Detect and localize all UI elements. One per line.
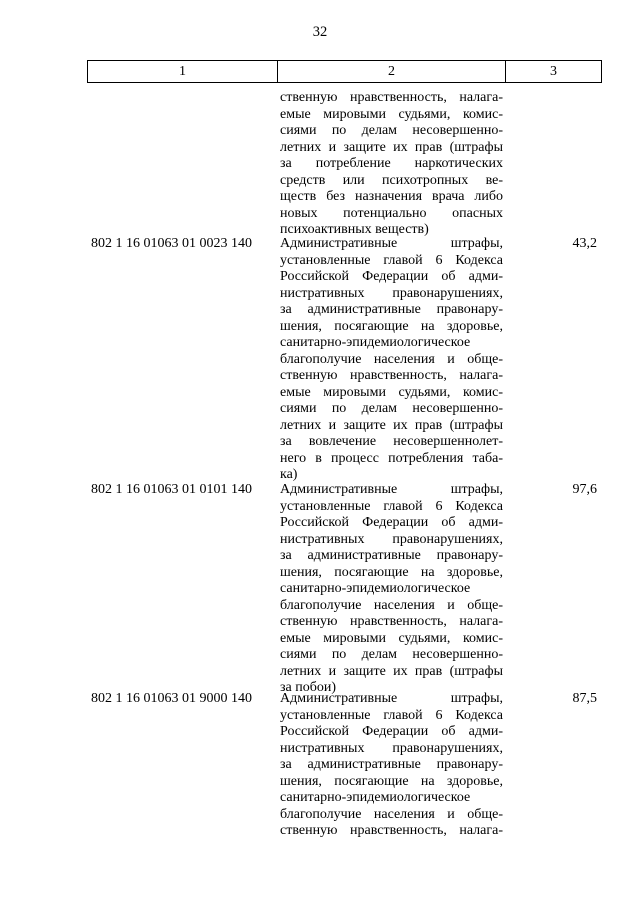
description-line: летних и защите их прав (штрафы — [280, 663, 503, 679]
description-line: средств или психотропных ве- — [280, 172, 503, 188]
description-line: установленные главой 6 Кодекса — [280, 707, 503, 723]
description-line: за административные правонару- — [280, 548, 503, 563]
description-line: благополучие населения и обще- — [280, 597, 503, 613]
description-line: психоактивных веществ) — [280, 222, 429, 237]
description-line: санитарно-эпидемиологическое — [280, 790, 471, 805]
description-line: нистративных правонарушениях, — [280, 740, 503, 756]
description-line: емые мировыми судьями, комис- — [280, 630, 503, 646]
description-line: ственную нравственность, налага- — [280, 823, 503, 838]
description-line: летних и защите их прав (штрафы — [280, 139, 503, 155]
amount-value: 43,2 — [572, 236, 597, 251]
description-line: установленные главой 6 Кодекса — [280, 252, 503, 268]
description-line: нистративных правонарушениях, — [280, 285, 503, 301]
description-line: сиями по делам несовершенно- — [280, 123, 503, 138]
description-line: Российской Федерации об адми- — [280, 515, 503, 530]
budget-code: 802 1 16 01063 01 9000 140 — [91, 691, 252, 706]
description-line: Российской Федерации об адми- — [280, 269, 503, 284]
column-header-2: 2 — [278, 61, 506, 83]
description-line: за побои) — [280, 680, 337, 695]
description-line: емые мировыми судьями, комис- — [280, 384, 503, 400]
column-header-3: 3 — [506, 61, 602, 83]
description-line: летних и защите их прав (штрафы — [280, 417, 503, 433]
amount-value: 87,5 — [572, 691, 597, 706]
description-line: шения, посягающие на здоровье, — [280, 564, 503, 580]
budget-code: 802 1 16 01063 01 0023 140 — [91, 236, 252, 251]
description-line: него в процесс потребления таба- — [280, 450, 503, 466]
description-line: ка) — [280, 467, 298, 482]
description-line: за вовлечение несовершеннолет- — [280, 434, 503, 449]
description-line: сиями по делам несовершенно- — [280, 401, 503, 416]
description-line: санитарно-эпидемиологическое — [280, 581, 471, 596]
description-line: нистративных правонарушениях, — [280, 531, 503, 547]
description-line: благополучие населения и обще- — [280, 806, 503, 822]
description-line: установленные главой 6 Кодекса — [280, 498, 503, 514]
description-line: благополучие населения и обще- — [280, 351, 503, 367]
amount-value: 97,6 — [572, 482, 597, 497]
description-line: ственную нравственность, налага- — [280, 90, 503, 105]
description-line: Административные штрафы, — [280, 691, 503, 706]
description-line: шения, посягающие на здоровье, — [280, 318, 503, 334]
budget-code: 802 1 16 01063 01 0101 140 — [91, 482, 252, 497]
description-line: ществ без назначения врача либо — [280, 189, 503, 204]
description-line: новых потенциально опасных — [280, 205, 503, 221]
table-header — [87, 60, 602, 83]
description-line: Административные штрафы, — [280, 236, 503, 251]
column-header-1: 1 — [88, 61, 278, 83]
description-line: Административные штрафы, — [280, 482, 503, 497]
description-line: ственную нравственность, налага- — [280, 368, 503, 383]
description-line: ственную нравственность, налага- — [280, 614, 503, 629]
description-line: Российской Федерации об адми- — [280, 724, 503, 739]
description-line: шения, посягающие на здоровье, — [280, 773, 503, 789]
description-line: санитарно-эпидемиологическое — [280, 335, 471, 350]
description-line: за административные правонару- — [280, 302, 503, 317]
description-line: емые мировыми судьями, комис- — [280, 106, 503, 122]
page-number: 32 — [312, 24, 328, 40]
description-line: за потребление наркотических — [280, 156, 503, 171]
description-line: сиями по делам несовершенно- — [280, 647, 503, 662]
description-line: за административные правонару- — [280, 757, 503, 772]
